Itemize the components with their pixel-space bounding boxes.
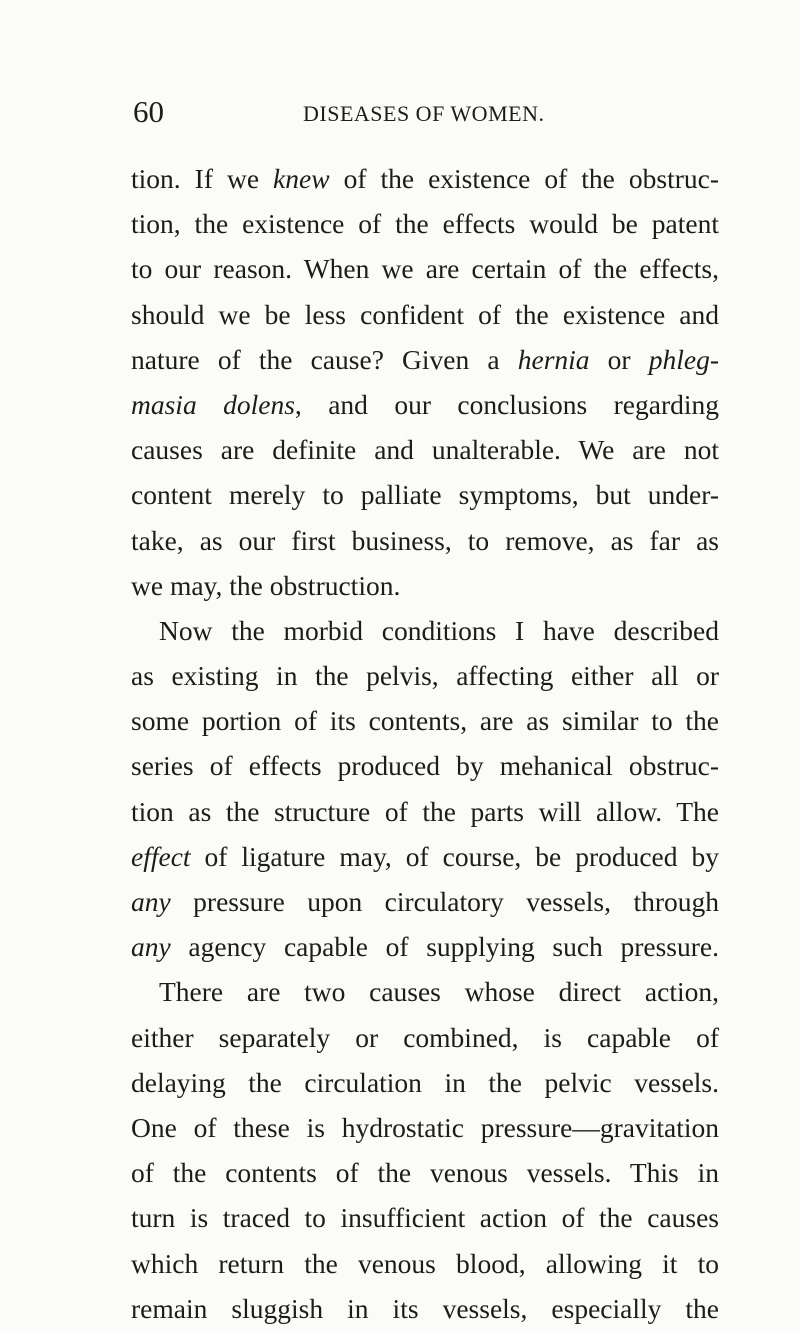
text-run: nature of the cause? Given a xyxy=(131,343,518,375)
text-line xyxy=(131,156,719,201)
italic-text: any xyxy=(131,886,171,917)
text-run: tion, the existence of the effects would be patent xyxy=(131,208,719,240)
text-run: tion. If we xyxy=(131,163,274,194)
page-header xyxy=(133,92,713,132)
text-run: tion as the structure of the parts will allow. The xyxy=(131,795,719,827)
text-run: agency capable of supplying such pressure. xyxy=(170,931,719,963)
text-line xyxy=(131,1015,719,1060)
text-run: content merely to palliate symptoms, but under- xyxy=(131,479,719,511)
text-line xyxy=(131,518,719,563)
text-run: of ligature may, of course, be produced by xyxy=(190,840,719,872)
text-run: to our reason. When we are certain of the effects, xyxy=(131,253,719,285)
text-run: turn is traced to insufficient action of the causes xyxy=(131,1202,719,1234)
text-line xyxy=(131,382,719,427)
text-run: which return the venous blood, allowing it to xyxy=(131,1247,719,1279)
body-text xyxy=(131,156,719,1331)
text-line xyxy=(131,1150,719,1195)
text-line xyxy=(131,472,719,517)
text-line xyxy=(131,698,719,743)
page-number: 60 xyxy=(133,94,164,129)
text-run: One of these is hydrostatic pressure—gravitation xyxy=(131,1111,719,1143)
text-line xyxy=(131,1105,719,1150)
italic-text: hernia xyxy=(517,343,590,375)
text-line xyxy=(131,337,719,382)
text-line xyxy=(131,608,719,653)
text-run: remain sluggish in its vessels, especially the xyxy=(131,1292,719,1324)
italic-text: phleg- xyxy=(648,343,719,375)
text-run: Now the morbid conditions I have described xyxy=(159,614,719,646)
text-line xyxy=(131,563,719,608)
italic-text: any xyxy=(131,931,171,963)
text-run: as existing in the pelvis, affecting either all or xyxy=(131,660,719,692)
text-run: should we be less confident of the existence and xyxy=(131,298,719,330)
text-line xyxy=(131,834,719,879)
text-run: some portion of its contents, are as similar to the xyxy=(131,705,719,737)
text-run: There are two causes whose direct action, xyxy=(159,976,719,1008)
text-line xyxy=(131,969,719,1014)
running-head: DISEASES OF WOMEN. xyxy=(303,101,545,126)
text-run: or xyxy=(589,343,649,375)
text-run: take, as our first business, to remove, as far as xyxy=(131,524,719,556)
text-run: , and our conclusions regarding xyxy=(294,388,720,420)
text-line xyxy=(131,1060,719,1105)
text-line xyxy=(131,246,719,291)
text-line xyxy=(131,879,719,924)
text-line xyxy=(131,201,719,246)
text-line xyxy=(131,1241,719,1286)
text-line xyxy=(131,427,719,472)
text-line xyxy=(131,1195,719,1240)
text-run: causes are definite and unalterable. We are not xyxy=(131,434,719,466)
italic-text: effect xyxy=(131,840,191,872)
italic-text: knew xyxy=(273,163,330,194)
text-run: we may, the obstruction. xyxy=(131,569,401,601)
text-line xyxy=(131,1286,719,1331)
text-line xyxy=(131,653,719,698)
text-run: of the contents of the venous vessels. This in xyxy=(131,1157,719,1189)
text-run: pressure upon circulatory vessels, through xyxy=(170,886,719,917)
text-line xyxy=(131,743,719,788)
text-line xyxy=(131,924,719,969)
text-run: of the existence of the obstruc- xyxy=(329,163,719,194)
italic-text: masia dolens xyxy=(131,388,295,420)
text-run: either separately or combined, is capable of xyxy=(131,1021,719,1053)
text-run: series of effects produced by mehanical obstruc- xyxy=(131,750,719,782)
text-line xyxy=(131,292,719,337)
text-line xyxy=(131,789,719,834)
text-run: delaying the circulation in the pelvic vessels. xyxy=(131,1066,719,1098)
